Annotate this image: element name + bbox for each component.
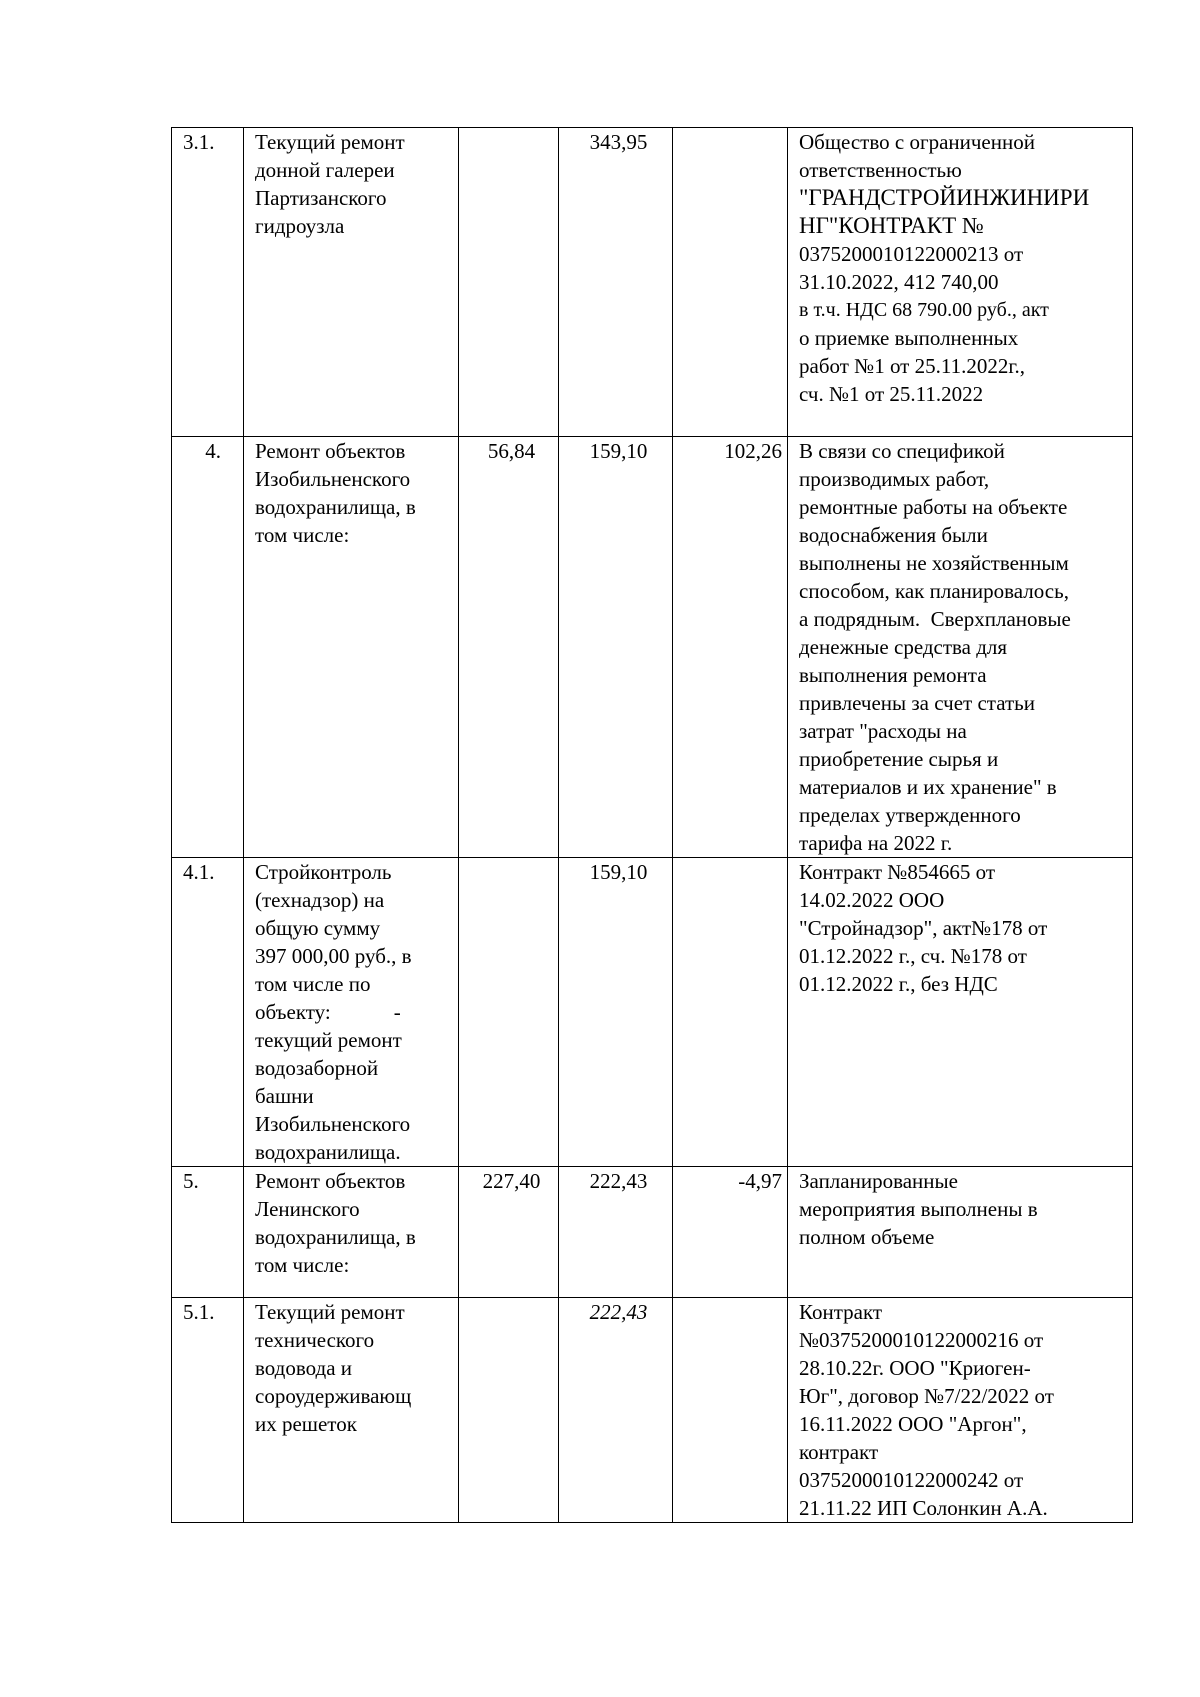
work-name-line: Изобильненского (255, 1112, 411, 1136)
row-number-text: 4. (205, 439, 221, 463)
note-line: №0375200010122000216 от (799, 1328, 1044, 1352)
work-name-line: Ремонт объектов (255, 1169, 406, 1193)
note-line: 01.12.2022 г., сч. №178 от (799, 944, 1027, 968)
work-name-line: водозаборной (255, 1056, 379, 1080)
note-line: 21.11.22 ИП Солонкин А.А. (799, 1496, 1048, 1520)
plan-cell (459, 858, 559, 1167)
note-line: Юг", договор №7/22/2022 от (799, 1384, 1054, 1408)
note-line: мероприятия выполнены в (799, 1197, 1038, 1221)
work-name-line: Изобильненского (255, 467, 411, 491)
work-name-cell (244, 437, 459, 858)
note-line: контракт (799, 1440, 879, 1464)
work-name-line: сороудерживающ (255, 1384, 412, 1408)
work-name-line: водовода и (255, 1356, 353, 1380)
note-cell (788, 1167, 1133, 1298)
note-line: 0375200010122000213 от (799, 242, 1024, 266)
report-table (171, 127, 1133, 1523)
note-cell (788, 1298, 1133, 1523)
work-name-line: Стройконтроль (255, 860, 392, 884)
note-line: приобретение сырья и (799, 747, 999, 771)
work-name-cell (244, 1298, 459, 1523)
note-line: "Стройнадзор", акт№178 от (799, 916, 1048, 940)
fact-cell: 343,95 (559, 128, 673, 437)
row-number-text: 5. (183, 1169, 199, 1193)
note-line: а подрядным. Сверхплановые (799, 607, 1071, 631)
plan-cell: 227,40 (459, 1167, 559, 1298)
note-line: 0375200010122000242 от (799, 1468, 1024, 1492)
note-line: производимых работ, (799, 467, 990, 491)
work-name-cell (244, 128, 459, 437)
note-line: материалов и их хранение" в (799, 775, 1057, 799)
note-line: ремонтные работы на объекте (799, 495, 1068, 519)
diff-cell (673, 128, 788, 437)
note-line: Запланированные (799, 1169, 958, 1193)
table-row (172, 1298, 1133, 1523)
note-line: о приемке выполненных (799, 326, 1019, 350)
work-name-cell (244, 1167, 459, 1298)
work-name-line: башни (255, 1084, 314, 1108)
work-name-line: текущий ремонт (255, 1028, 402, 1052)
fact-cell: 159,10 (559, 858, 673, 1167)
row-number (172, 128, 244, 437)
work-name-line: водохранилища, в (255, 495, 416, 519)
note-line: 16.11.2022 ООО "Аргон", (799, 1412, 1027, 1436)
note-line: выполнения ремонта (799, 663, 987, 687)
row-number-text: 5.1. (183, 1300, 215, 1324)
work-name-line: технического (255, 1328, 375, 1352)
note-line: выполнены не хозяйственным (799, 551, 1069, 575)
work-name-line: общую сумму (255, 916, 381, 940)
fact-cell: 222,43 (559, 1298, 673, 1523)
work-name-line: (технадзор) на (255, 888, 385, 912)
note-line: тарифа на 2022 г. (799, 831, 953, 855)
work-name-line: 397 000,00 руб., в (255, 944, 412, 968)
note-cell (788, 437, 1133, 858)
note-line: водоснабжения были (799, 523, 988, 547)
plan-cell: 56,84 (459, 437, 559, 858)
plan-cell (459, 1298, 559, 1523)
row-number-text: 3.1. (183, 130, 215, 154)
plan-cell (459, 128, 559, 437)
work-name-line: донной галереи (255, 158, 395, 182)
note-line: Общество с ограниченной (799, 130, 1035, 154)
table-row (172, 858, 1133, 1167)
note-line: затрат "расходы на (799, 719, 967, 743)
note-line: Контракт (799, 1300, 883, 1324)
work-name-line: гидроузла (255, 214, 345, 238)
diff-cell: -4,97 (673, 1167, 788, 1298)
note-line: сч. №1 от 25.11.2022 (799, 382, 984, 406)
table-row (172, 128, 1133, 437)
note-line: НГ"КОНТРАКТ № (799, 213, 984, 238)
note-line: 28.10.22г. ООО "Криоген- (799, 1356, 1031, 1380)
diff-cell: 102,26 (673, 437, 788, 858)
work-name-line: Текущий ремонт (255, 130, 405, 154)
fact-cell: 222,43 (559, 1167, 673, 1298)
row-number (172, 1167, 244, 1298)
note-line: в т.ч. НДС 68 790.00 руб., акт (799, 299, 1049, 321)
note-cell (788, 128, 1133, 437)
note-line: ответственностью (799, 158, 962, 182)
work-name-cell (244, 858, 459, 1167)
row-number (172, 1298, 244, 1523)
work-name-line: Текущий ремонт (255, 1300, 405, 1324)
work-name-line: том числе: (255, 1253, 350, 1277)
row-number (172, 437, 244, 858)
work-name-line: Ремонт объектов (255, 439, 406, 463)
work-name-line: водохранилища, в (255, 1225, 416, 1249)
note-line: 31.10.2022, 412 740,00 (799, 270, 999, 294)
diff-cell (673, 858, 788, 1167)
note-line: привлечены за счет статьи (799, 691, 1035, 715)
work-name-line: том числе: (255, 523, 350, 547)
fact-cell: 159,10 (559, 437, 673, 858)
work-name-line: объекту: - (255, 1000, 401, 1024)
note-line: Контракт №854665 от (799, 860, 995, 884)
note-line: полном объеме (799, 1225, 935, 1249)
note-cell (788, 858, 1133, 1167)
note-line: работ №1 от 25.11.2022г., (799, 354, 1026, 378)
note-line: пределах утвержденного (799, 803, 1021, 827)
note-line: 14.02.2022 ООО (799, 888, 945, 912)
work-name-line: их решеток (255, 1412, 357, 1436)
note-line: денежные средства для (799, 635, 1008, 659)
table-row (172, 1167, 1133, 1298)
note-line: В связи со спецификой (799, 439, 1005, 463)
work-name-line: водохранилища. (255, 1140, 401, 1164)
note-line: 01.12.2022 г., без НДС (799, 972, 998, 996)
work-name-line: Партизанского (255, 186, 387, 210)
work-name-line: Ленинского (255, 1197, 360, 1221)
table-row (172, 437, 1133, 858)
row-number-text: 4.1. (183, 860, 215, 884)
note-line: "ГРАНДСТРОЙИНЖИНИРИ (799, 185, 1090, 210)
row-number (172, 858, 244, 1167)
diff-cell (673, 1298, 788, 1523)
note-line: способом, как планировалось, (799, 579, 1069, 603)
work-name-line: том числе по (255, 972, 371, 996)
